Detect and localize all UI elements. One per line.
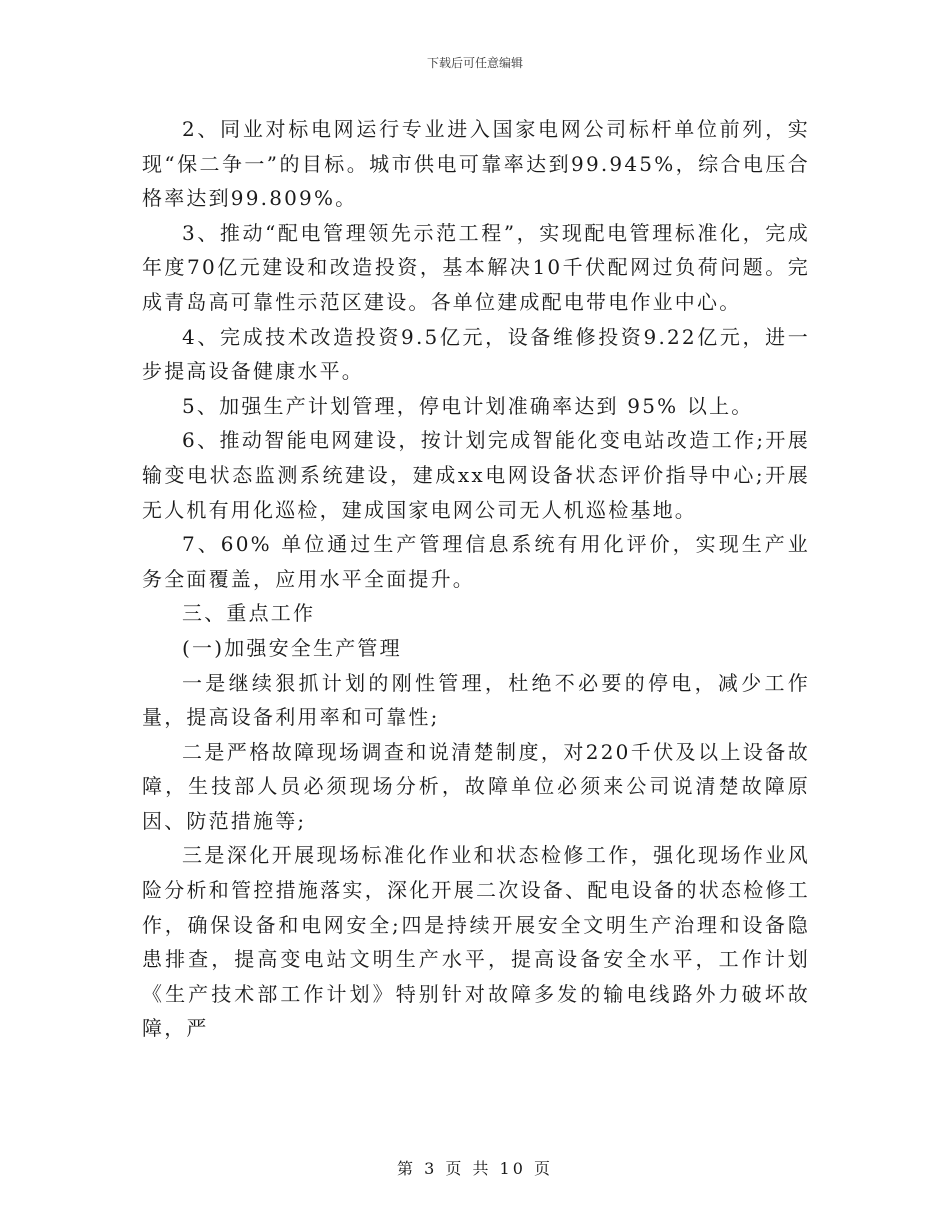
- paragraph-point-2: 二是严格故障现场调查和说清楚制度，对220千伏及以上设备故障，生技部人员必须现场分析，故障单位必须来公司说清楚故障原因、防范措施等;: [142, 739, 810, 833]
- paragraph-target-2: 2、同业对标电网运行专业进入国家电网公司标杆单位前列，实现“保二争一”的目标。城市供电可靠率达到99.945%，综合电压合格率达到99.809%。: [142, 117, 810, 211]
- paragraph-target-4: 4、完成技术改造投资9.5亿元，设备维修投资9.22亿元，进一步提高设备健康水平。: [142, 324, 810, 384]
- subsection-heading-safety: (一)加强安全生产管理: [182, 635, 402, 660]
- page-header: 下载后可任意编辑: [426, 56, 523, 70]
- paragraph-target-6: 6、推动智能电网建设，按计划完成智能化变电站改造工作;开展输变电状态监测系统建设，建成xx电网设备状态评价指导中心;开展无人机有用化巡检，建成国家电网公司无人机巡检基地。: [142, 428, 810, 522]
- paragraph-point-1: 一是继续狠抓计划的刚性管理，杜绝不必要的停电，减少工作量，提高设备利用率和可靠性;: [142, 670, 810, 730]
- page-footer: 第 3 页 共 10 页: [397, 1159, 553, 1178]
- paragraph-target-7: 7、60% 单位通过生产管理信息系统有用化评价，实现生产业务全面覆盖，应用水平全面提升。: [142, 532, 810, 591]
- document-body: [142, 112, 810, 1046]
- paragraph-point-3-4: 三是深化开展现场标准化作业和状态检修工作，强化现场作业风险分析和管控措施落实，深化开展二次设备、配电设备的状态检修工作，确保设备和电网安全;四是持续开展安全文明生产治理和设备隐患排查，提高变电站文明生产水平，提高设备安全水平，工作计划《生产技术部工作计划》特别针对故障多发的输电线路外力破坏故障，严: [142, 843, 810, 1041]
- paragraph-target-3: 3、推动“配电管理领先示范工程”，实现配电管理标准化，完成年度70亿元建设和改造投资，基本解决10千伏配网过负荷问题。完成青岛高可靠性示范区建设。各单位建成配电带电作业中心。: [142, 220, 810, 314]
- section-heading-key-work: 三、重点工作: [182, 601, 316, 626]
- paragraph-target-5: 5、加强生产计划管理，停电计划准确率达到 95% 以上。: [182, 393, 754, 418]
